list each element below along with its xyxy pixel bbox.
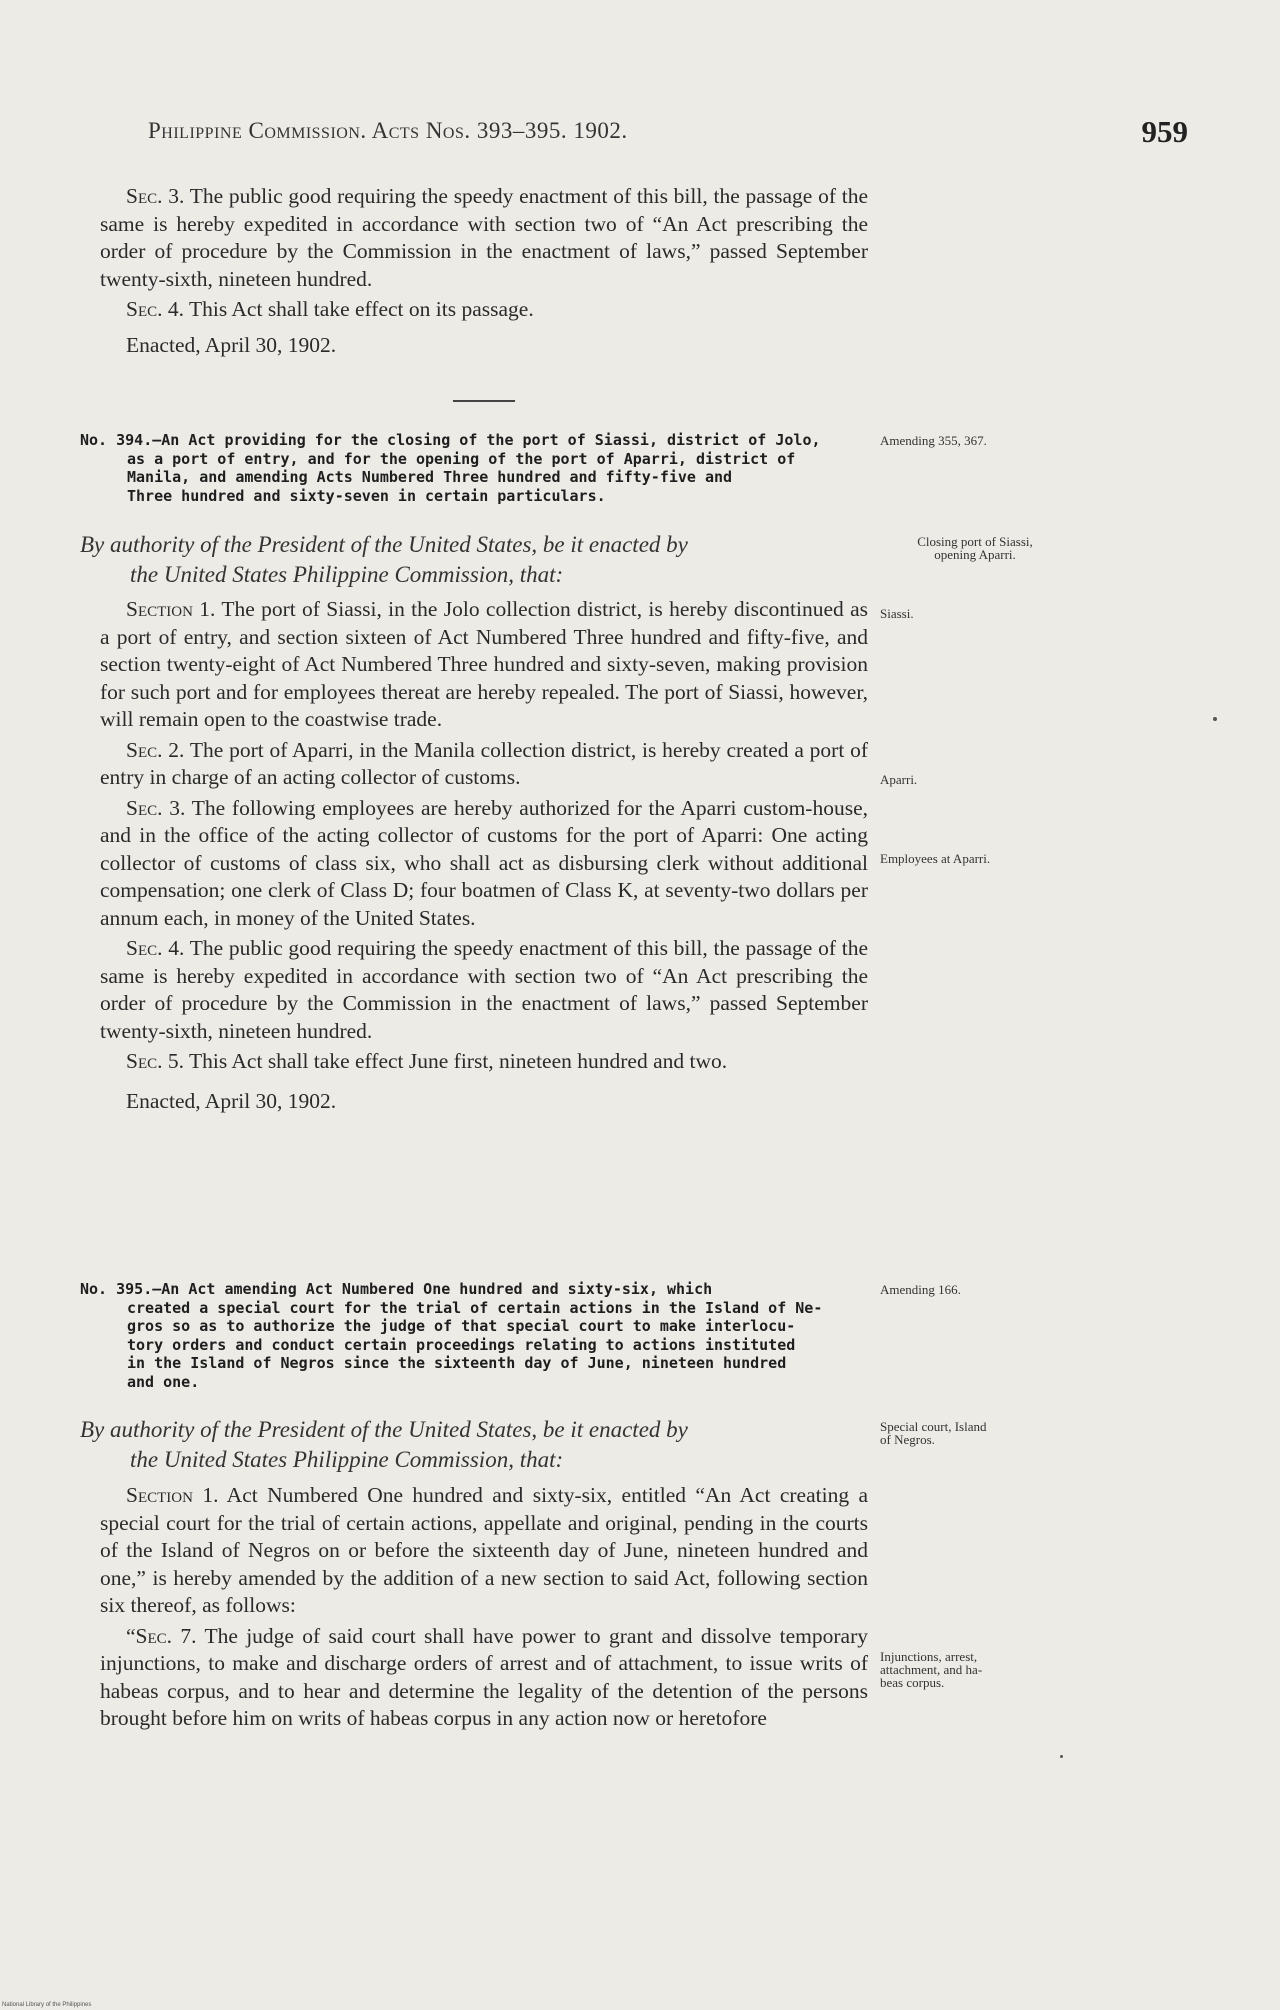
act-394-title-line: as a port of entry, and for the opening of the port of Aparri, district of (127, 449, 796, 468)
act-395-title-line: created a special court for the trial of certain actions in the Island of Ne- (127, 1298, 823, 1317)
act-395-title-line: gros so as to authorize the judge of that special court to make interlocu- (127, 1317, 796, 1335)
margin-note-special-court: Special court, Island of Negros. (880, 1419, 987, 1447)
act-393-enacted: Enacted, April 30, 1902. (126, 332, 337, 357)
act-393-continuation (100, 183, 868, 359)
margin-note-closing-siassi: Closing port of Siassi, opening Aparri. (917, 534, 1033, 562)
act-394-section-1: Section 1. The port of Siassi, in the Jolo collection district, is hereby discontinued as a port of entry, and section sixteen of Act Numbered Three hundred and fifty-five, and section twenty-eight of Act Numbered Three hundred and sixty-seven, making provision for such port and for employees thereat are hereby repealed. The port of Siassi, however, will remain open to the coastwise trade. (100, 597, 868, 731)
scan-speck (1060, 1755, 1063, 1758)
margin-note-amending-355-367: Amending 355, 367. (880, 433, 987, 448)
act-393-section-3: Sec. 3. The public good requiring the speedy enactment of this bill, the passage of the same is hereby expedited in accordance with section two of “An Act prescribing the order of procedure by the Commission in the enactment of laws,” passed September twenty-sixth, nineteen hundred. (100, 184, 869, 291)
act-395-title-line: and one. (127, 1372, 200, 1391)
act-394-section-5: Sec. 5. This Act shall take effect June first, nineteen hundred and two. (126, 1049, 728, 1073)
margin-note-aparri: Aparri. (880, 772, 918, 787)
act-394-title-line: Manila, and amending Acts Numbered Three hundred and fifty-five and (127, 468, 733, 486)
act-395-enacting-clause: By authority of the President of the United States, be it enacted by the United States Philippine Commission, that: (80, 1417, 688, 1472)
separator-rule (453, 400, 515, 402)
act-393-section-4: Sec. 4. This Act shall take effect on its passage. (126, 297, 534, 321)
act-395-title-line: in the Island of Negros since the sixteenth day of June, nineteen hundred (127, 1354, 787, 1372)
act-394-section-2: Sec. 2. The port of Aparri, in the Manila collection district, is hereby created a port of entry in charge of an acting collector of customs. (100, 737, 869, 789)
scan-credit: National Library of the Philippines (2, 2002, 92, 2008)
act-395-title-line: tory orders and conduct certain proceedings relating to actions instituted (127, 1335, 796, 1354)
act-394-section-4: Sec. 4. The public good requiring the speedy enactment of this bill, the passage of the same is hereby expedited in accordance with section two of “An Act prescribing the order of procedure by the Commission in the enactment of laws,” passed September twenty-sixth, nineteen hundred. (100, 936, 869, 1043)
margin-note-injunctions: Injunctions, arrest, attachment, and ha- beas corpus. (880, 1649, 983, 1690)
act-395-section-1: Section 1. Act Numbered One hundred and sixty-six, entitled “An Act creating a special court for the trial of certain actions, appellate and original, pending in the courts of the Island of Negros on or before the sixteenth day of June, nineteen hundred and one,” is hereby amended by the addition of a new section to said Act, following section six thereof, as follows: (100, 1483, 868, 1617)
act-394-title-line: No. 394.—An Act providing for the closing of the port of Siassi, district of Jolo, (80, 431, 821, 449)
act-394-enacting-clause: By authority of the President of the United States, be it enacted by the United States Philippine Commission, that: (80, 532, 688, 587)
running-head: Philippine Commission. Acts Nos. 393–395. 1902. (148, 118, 628, 143)
margin-note-amending-166: Amending 166. (880, 1282, 961, 1297)
act-395-body (100, 1482, 868, 1736)
act-394-title (80, 431, 880, 505)
act-395-title-line: No. 395.—An Act amending Act Numbered One hundred and sixty-six, which (80, 1280, 713, 1298)
act-394-section-3: Sec. 3. The following employees are hereby authorized for the Aparri custom-house, and in the office of the acting collector of customs for the port of Aparri: One acting collector of customs of class six, who shall act as disbursing clerk without additional compensation; one clerk of Class D; four boatmen of Class K, at seventy-two dollars per annum each, in money of the United States. (100, 795, 868, 930)
margin-note-employees-aparri: Employees at Aparri. (880, 851, 991, 866)
act-394-body (100, 596, 868, 1115)
act-394-title-line: Three hundred and sixty-seven in certain particulars. (127, 486, 606, 505)
act-395-section-7: “Sec. 7. The judge of said court shall have power to grant and dissolve temporary injunctions, to make and discharge orders of arrest and of attachment, to issue writs of habeas corpus, and to hear and determine the legality of the detention of the persons brought before him on writs of habeas corpus in any action now or heretofore (100, 1623, 868, 1730)
margin-note-siassi: Siassi. (880, 606, 914, 621)
act-394-enacted: Enacted, April 30, 1902. (126, 1088, 337, 1113)
page-header (148, 114, 1188, 158)
act-395-title (80, 1280, 880, 1391)
page-number: 959 (1141, 114, 1188, 149)
scan-speck (1213, 717, 1217, 721)
